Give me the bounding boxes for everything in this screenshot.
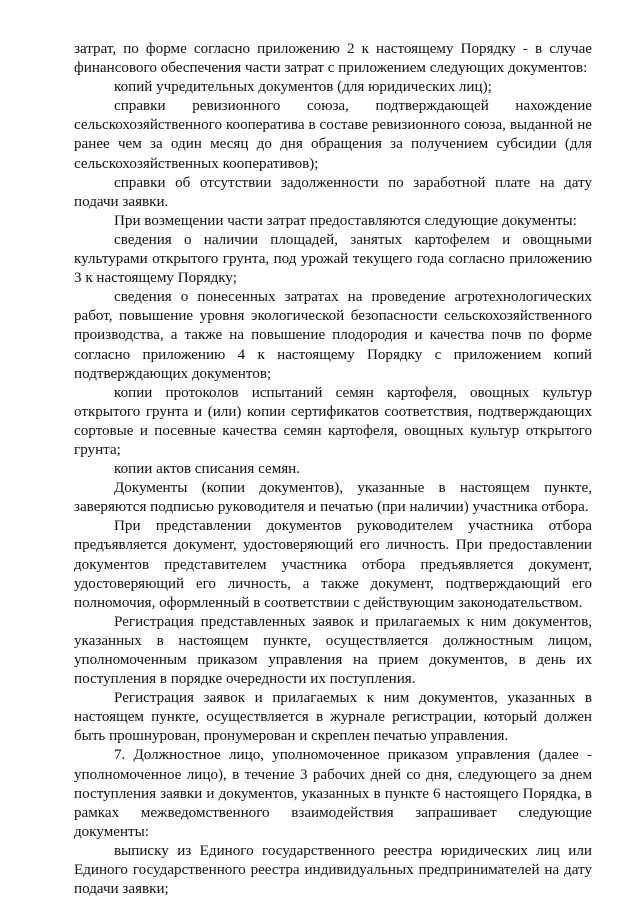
paragraph-certification: Документы (копии документов), указанные в настоящем пункте, заверяются подписью руководителя и печатью (при наличии) участника отбора. [74,480,592,516]
paragraph-founding-documents: копий учредительных документов (для юридических лиц); [114,79,492,96]
paragraph-section-7: 7. Должностное лицо, уполномоченное приказом управления (далее - уполномоченное лицо), в течение 3 рабочих дней со дня, следующего за днем поступления заявки и документов, указанных в пункте 6 настоящего Порядка, в рамках межведомственного взаимодействия запрашивает следующие документы: [74,747,592,840]
paragraph-seed-test-protocols: копии протоколов испытаний семян картофеля, овощных культур открытого грунта и (или) копии сертификатов соответствия, подтверждающих сортовые и посевные качества семян картофеля, овощных культур открытого грунта; [74,384,592,458]
paragraph-registration-journal: Регистрация заявок и прилагаемых к ним документов, указанных в настоящем пункте, осуществляется в журнале регистрации, который должен быть прошнурован, пронумерован и скреплен печатью управления. [74,690,592,745]
paragraph-registry-extract: выписку из Единого государственного реестра юридических лиц или Единого государственного реестра индивидуальных предпринимателей на дату подачи заявки; [74,842,592,898]
paragraph-reimbursement-documents: При возмещении части затрат предоставляются следующие документы: [114,212,577,229]
paragraph-registration-official: Регистрация представленных заявок и прилагаемых к ним документов, указанных в настоящем пункте, осуществляется должностным лицом, уполномоченным приказом управления на прием документов, в день их поступления в порядке очередности их поступления. [74,613,592,688]
paragraph-crop-areas: сведения о наличии площадей, занятых картофелем и овощными культурами открытого грунта, под урожай текущего года согласно приложению 3 к настоящему Порядку; [74,231,592,287]
paragraph-identity-documents: При представлении документов руководителем участника отбора предъявляется документ, удостоверяющий его личность. При предоставлении документов представителем участника отбора предъявляется документ, удостоверяющий его личность, а также документ, подтверждающий его полномочия, оформленный в соответствии с действующим законодательством. [74,518,592,611]
paragraph-agrotech-expenses: сведения о понесенных затратах на проведение агротехнологических работ, повышение уровня экологической безопасности сельскохозяйственного производства, а также на повышение плодородия и качества почв по форме согласно приложению 4 к настоящему Порядку с приложением копий подтверждающих документов; [74,289,592,382]
document-page [74,40,592,899]
paragraph-seed-writeoff-acts: копии актов списания семян. [114,461,301,478]
paragraph-audit-union-certificate: справки ревизионного союза, подтверждающей нахождение сельскохозяйственного кооператива в составе ревизионного союза, выданной не ранее чем за один месяц до дня обращения за получением субсидии (для сельскохозяйственных кооперативов); [74,98,592,172]
paragraph-expense-form: затрат, по форме согласно приложению 2 к настоящему Порядку - в случае финансового обеспечения части затрат с приложением следующих документов: [74,41,592,77]
paragraph-no-wage-debt: справки об отсутствии задолженности по заработной плате на дату подачи заявки. [74,174,592,210]
